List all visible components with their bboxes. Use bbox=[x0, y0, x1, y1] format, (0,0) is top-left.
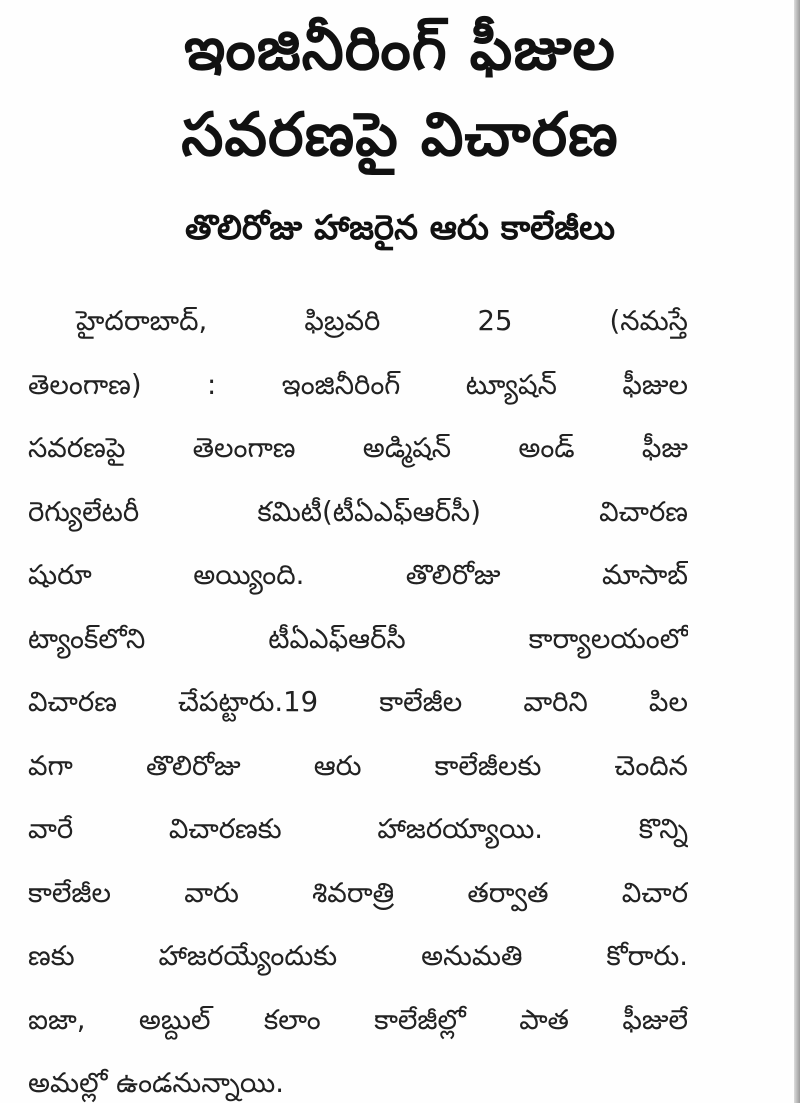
body-line: విచారణ చేపట్టారు.19 కాలేజీల వారిని పిల bbox=[28, 686, 688, 718]
body-line: అమల్లో ఉండనున్నాయి. bbox=[28, 1067, 284, 1099]
page-edge-shadow bbox=[794, 0, 800, 1103]
body-line: వగా తొలిరోజు ఆరు కాలేజీలకు చెందిన bbox=[28, 749, 688, 782]
body-line: రెగ్యులేటరీ కమిటీ(టీఏఎఫ్‌ఆర్‌సీ) విచారణ bbox=[28, 495, 688, 528]
body-line: ణకు హాజరయ్యేందుకు అనుమతి కోరారు. bbox=[28, 940, 688, 972]
body-line: వారే విచారణకు హాజరయ్యాయి. కొన్ని bbox=[28, 813, 688, 845]
body-line: హైదరాబాద్, ఫిబ్రవరి 25 (నమస్తే bbox=[76, 305, 688, 337]
body-line: షురూ అయ్యింది. తొలిరోజు మాసాబ్ bbox=[28, 559, 688, 591]
body-line: ఐజా, అబ్దుల్ కలాం కాలేజీల్లో పాత ఫీజులే bbox=[28, 1003, 688, 1036]
body-line: తెలంగాణ) : ఇంజినీరింగ్ ట్యూషన్ ఫీజుల bbox=[28, 368, 688, 401]
article-body bbox=[28, 290, 688, 1116]
subheadline: తొలిరోజు హాజరైన ఆరు కాలేజీలు bbox=[184, 208, 615, 248]
headline bbox=[0, 6, 800, 178]
body-line: ట్యాంక్‌లోని టీఏఎఫ్‌ఆర్‌సీ కార్యాలయంలో bbox=[28, 622, 688, 655]
body-line: సవరణపై తెలంగాణ అడ్మిషన్ అండ్ ఫీజు bbox=[28, 432, 688, 464]
body-line: కాలేజీల వారు శివరాత్రి తర్వాత విచార bbox=[28, 876, 688, 909]
headline-line-2: సవరణపై విచారణ bbox=[181, 100, 619, 170]
headline-line-1: ఇంజినీరింగ్ ఫీజుల bbox=[184, 14, 616, 84]
